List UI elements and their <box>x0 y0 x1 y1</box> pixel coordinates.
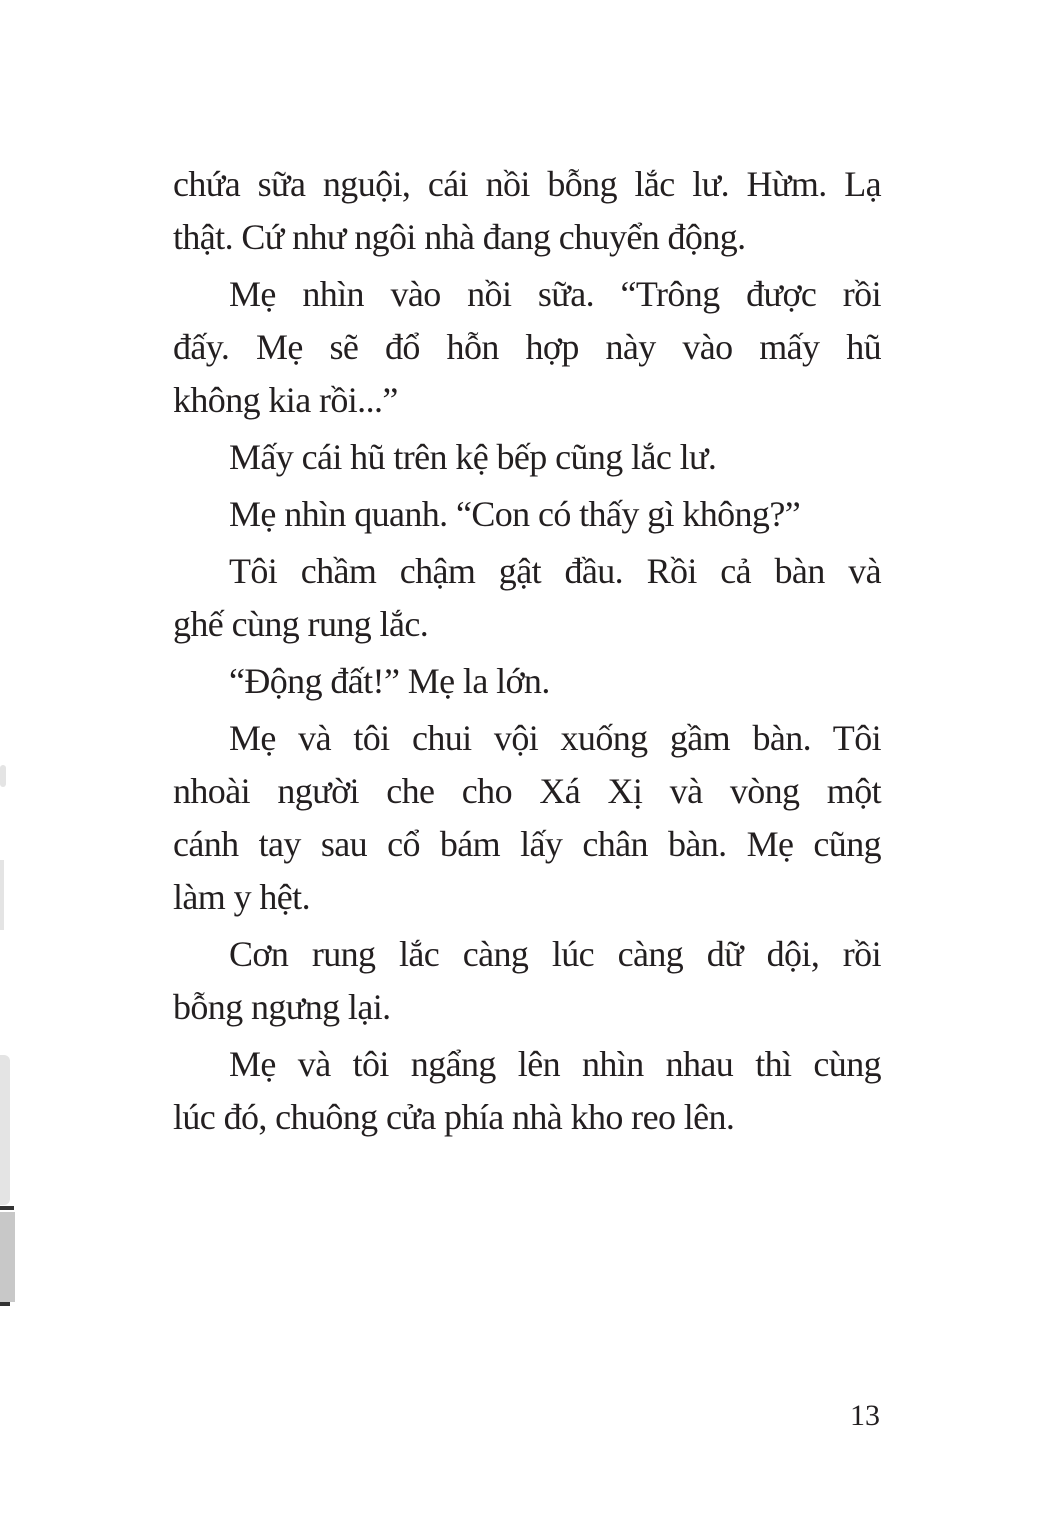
text-line: lúc đó, chuông cửa phía nhà kho reo lên. <box>173 1097 735 1137</box>
text-line: chứa sữa nguội, cái nồi bỗng lắc lư. Hừm. Lạ <box>173 164 881 204</box>
text-line: Mẹ và tôi ngẩng lên nhìn nhau thì cùng <box>229 1044 881 1084</box>
text-line: Mấy cái hũ trên kệ bếp cũng lắc lư. <box>229 437 717 477</box>
illustration-edge <box>0 765 6 787</box>
text-line: đấy. Mẹ sẽ đổ hỗn hợp này vào mấy hũ <box>173 327 881 367</box>
text-line: Mẹ nhìn vào nồi sữa. “Trông được rồi <box>229 274 881 314</box>
text-line: Cơn rung lắc càng lúc càng dữ dội, rồi <box>229 934 881 974</box>
text-line: nhoài người che cho Xá Xị và vòng một <box>173 771 881 811</box>
text-line: làm y hệt. <box>173 877 310 917</box>
illustration-edge <box>0 1212 15 1302</box>
text-line: ghế cùng rung lắc. <box>173 604 429 644</box>
text-line: “Động đất!” Mẹ la lớn. <box>229 661 550 701</box>
text-line: Mẹ và tôi chui vội xuống gầm bàn. Tôi <box>229 718 881 758</box>
text-line: bỗng ngưng lại. <box>173 987 391 1027</box>
text-line: thật. Cứ như ngôi nhà đang chuyển động. <box>173 217 746 257</box>
illustration-edge <box>0 1206 14 1210</box>
page-number: 13 <box>850 1399 880 1432</box>
illustration-edge <box>0 860 4 930</box>
text-line: Tôi chầm chậm gật đầu. Rồi cả bàn và <box>229 551 881 591</box>
text-line: cánh tay sau cổ bám lấy chân bàn. Mẹ cũng <box>173 824 881 864</box>
illustration-edge <box>0 1055 10 1205</box>
text-line: Mẹ nhìn quanh. “Con có thấy gì không?” <box>229 494 801 534</box>
illustration-edge <box>0 1302 10 1306</box>
body-text <box>173 158 881 1144</box>
text-line: không kia rồi...” <box>173 380 398 420</box>
